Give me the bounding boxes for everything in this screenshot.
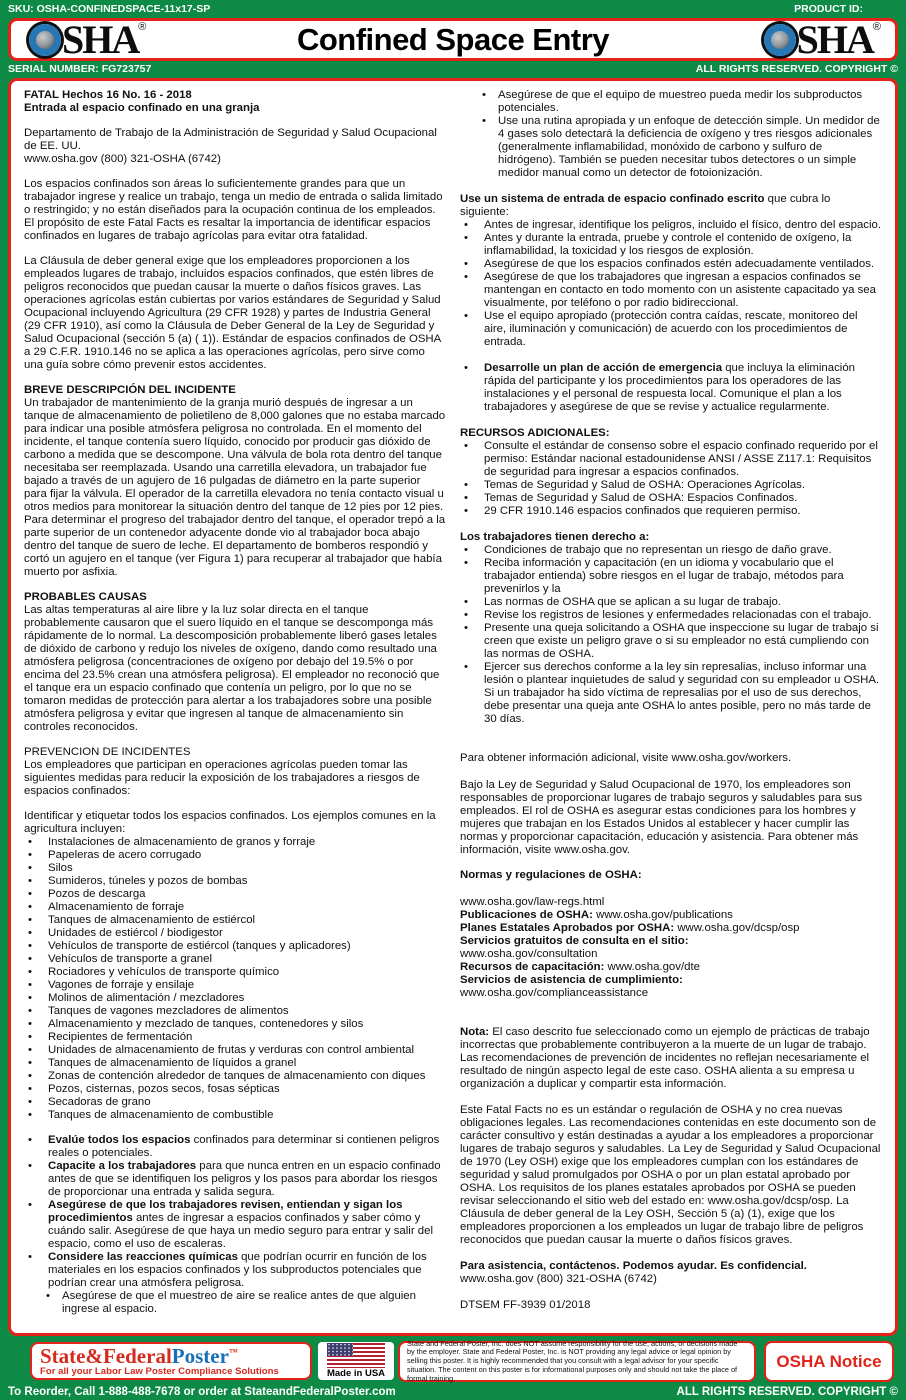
text: www.osha.gov/complianceassistance <box>460 987 649 999</box>
brand-name-red: State&Federal <box>40 1343 172 1368</box>
bullet-icon: • <box>464 557 468 569</box>
text: El caso descrito fue seleccionado como un ejemplo de prácticas de trabajo incorrectas que probablemente contribuyeron a la muerte de un lugar de trabajo. Las recomendaciones de prevención de incidentes no reflejan necesariamente el resultado de ningún aspecto legal de este caso. OSHA alienta a su empresa u organización a duplicar y compartir esta información. <box>460 1026 870 1090</box>
bullet-text <box>62 1290 446 1316</box>
bullet-item <box>24 940 446 953</box>
text: que podrían ocurrir en función de los materiales en los espacios confinados y los subproductos potenciales que podrían crear una atmósfera peligrosa. <box>48 1251 427 1289</box>
bullet-item <box>24 1083 446 1096</box>
sub-bullet-list <box>24 1290 446 1316</box>
text: Los espacios confinados son áreas lo suficientemente grandes para que un trabajador ingrese y realice un trabajo, tenga un medio de entrada o salida limitado o restringido; y no están diseñados para la ocupación continua de los empleados. El propósito de este Fatal Facts es resaltar la importancia de identificar espacios confinados en lugares de trabajo agrícolas para evitar otra fatalidad. <box>24 178 443 242</box>
bullet-item <box>24 875 446 888</box>
osha-ring-icon <box>29 24 61 56</box>
bullet-text <box>484 440 882 479</box>
bullet-text <box>48 901 446 914</box>
bold-text: Nota: <box>460 1026 490 1038</box>
text: confinados para determinar si contienen peligros reales o potenciales. <box>48 1134 440 1159</box>
bullet-item <box>460 115 882 180</box>
bullet-icon: • <box>464 310 468 322</box>
bullet-item <box>24 953 446 966</box>
disclaimer-text: State and Federal Poster, Inc. does NOT assume responsibility for the use, actions, or decisions made by the employer. State and Federal Poster, Inc. is NOT providing any legal advice or legal opinion by selling this poster. It is highly recommended that you consult with a legal advisor for your specific situation. The content on this poster is for informational purposes only and should not take the place of formal training. <box>407 1338 738 1383</box>
bullet-item <box>460 557 882 596</box>
bold-text: Entrada al espacio confinado en una granja <box>24 102 260 114</box>
paragraph <box>460 752 882 765</box>
osha-logo-right <box>760 16 881 62</box>
top-bar <box>0 0 906 17</box>
paragraph <box>460 1273 882 1286</box>
bullet-text <box>484 219 882 232</box>
bullet-item <box>460 232 882 258</box>
bullet-item <box>460 271 882 310</box>
bullet-text <box>484 258 882 271</box>
text: Use una rutina apropiada y un enfoque de detección simple. Un medidor de 4 gases solo detectará la deficiencia de oxígeno y tres riesgos adicionales (generalmente inflamabilidad, monóxido de carbono y sulfuro de hidrógeno). También se pueden necesitar tubos detectores o un simple medidor manual como un detector de fotoionización. <box>498 115 880 179</box>
text: Las normas de OSHA que se aplican a su lugar de trabajo. <box>484 596 781 608</box>
text: Unidades de almacenamiento de frutas y verduras con control ambiental <box>48 1044 414 1056</box>
bold-text: FATAL Hechos 16 No. 16 - 2018 <box>24 89 192 101</box>
bullet-text <box>48 836 446 849</box>
bullet-item <box>24 1005 446 1018</box>
text: La Cláusula de deber general exige que los empleadores proporcionen a los empleados lugares de trabajo, incluidos espacios confinados, que estén libres de peligros reconocidos que puedan causar la muerte o daños físicos graves. Las operaciones agrícolas están cubiertas por varios estándares de Seguridad y Salud Ocupacional incluyendo Agricultura (29 CFR 1928) y partes de Industria General (29 CFR 1910), así como la Cláusula de Deber General de la Ley de Seguridad y Salud Ocupacional (sección 5 (a) ( 1)). Estándar de espacios confinados de OSHA a 29 C.F.R. 1910.146 no se aplica a las operaciones agrícolas, pero sirve como una guía sobre cómo prevenir estos accidentes. <box>24 255 441 371</box>
bullet-icon: • <box>464 544 468 556</box>
bullet-text <box>48 914 446 927</box>
bullet-icon: • <box>28 849 32 861</box>
bullet-icon: • <box>28 979 32 991</box>
osha-logo-text: SHA <box>62 16 139 62</box>
text: Silos <box>48 862 73 874</box>
paragraph <box>24 604 446 734</box>
bullet-icon: • <box>482 89 486 101</box>
bold-text: RECURSOS ADICIONALES: <box>460 427 610 439</box>
bullet-icon: • <box>464 232 468 244</box>
rights-label: ALL RIGHTS RESERVED. COPYRIGHT © <box>695 63 898 75</box>
text: Vagones de forraje y ensilaje <box>48 979 195 991</box>
bullet-list <box>460 440 882 518</box>
bullet-icon: • <box>464 609 468 621</box>
paragraph <box>460 193 882 219</box>
bullet-text <box>48 1160 446 1199</box>
bullet-icon: • <box>464 440 468 452</box>
bullet-text <box>48 940 446 953</box>
bold-text: Planes Estatales Aprobados por OSHA: <box>460 922 675 934</box>
bullet-icon: • <box>28 1096 32 1108</box>
bold-text: Asegúrese de que los trabajadores revisen, entiendan y sigan los procedimientos <box>48 1199 403 1224</box>
flag-canton-icon <box>327 1343 353 1356</box>
text: Use el equipo apropiado (protección contra caídas, rescate, monitoreo del aire, iluminación y comunicación) de acuerdo con los procedimientos de entrada. <box>484 310 858 348</box>
bullet-item <box>24 1199 446 1251</box>
bullet-text <box>48 849 446 862</box>
bullet-icon: • <box>464 362 468 374</box>
paragraph <box>460 1299 882 1312</box>
text: www.osha.gov/publications <box>592 909 733 921</box>
bullet-text <box>48 888 446 901</box>
bullet-text <box>484 557 882 596</box>
bullet-item <box>460 310 882 349</box>
bullet-text <box>48 979 446 992</box>
bullet-text <box>48 966 446 979</box>
bullet-icon: • <box>28 966 32 978</box>
bullet-text <box>48 1044 446 1057</box>
bottom-bar <box>0 1383 906 1400</box>
bullet-text <box>484 544 882 557</box>
bold-text: Servicios gratuitos de consulta en el sitio: <box>460 935 689 947</box>
text: Almacenamiento y mezclado de tanques, contenedores y silos <box>48 1018 364 1030</box>
bullet-text <box>48 875 446 888</box>
paragraph <box>460 987 882 1000</box>
bold-text: Capacite a los trabajadores <box>48 1160 197 1172</box>
rights-label: ALL RIGHTS RESERVED. COPYRIGHT © <box>676 1385 898 1398</box>
bullet-icon: • <box>464 271 468 283</box>
bullet-item <box>24 1160 446 1199</box>
bullet-item <box>460 89 882 115</box>
text: Asegúrese de que los espacios confinados estén adecuadamente ventilados. <box>484 258 875 270</box>
paragraph <box>24 102 446 115</box>
text: Zonas de contención alrededor de tanques de almacenamiento con diques <box>48 1070 426 1082</box>
text: Identificar y etiquetar todos los espacios confinados. Los ejemplos comunes en la agricultura incluyen: <box>24 810 436 835</box>
text: Molinos de alimentación / mezcladores <box>48 992 245 1004</box>
bullet-item <box>24 914 446 927</box>
bullet-text <box>48 927 446 940</box>
text: www.osha.gov (800) 321-OSHA (6742) <box>24 153 221 165</box>
text: Temas de Seguridad y Salud de OSHA: Operaciones Agrícolas. <box>484 479 806 491</box>
bullet-item <box>460 505 882 518</box>
bullet-text <box>484 310 882 349</box>
paragraph <box>24 746 446 759</box>
text: Pozos de descarga <box>48 888 146 900</box>
bullet-icon: • <box>28 836 32 848</box>
bullet-text <box>48 1070 446 1083</box>
bullet-icon: • <box>482 115 486 127</box>
text: Tanques de vagones mezcladores de alimentos <box>48 1005 289 1017</box>
main-content <box>8 78 898 1336</box>
bullet-text <box>484 505 882 518</box>
bullet-item <box>24 927 446 940</box>
bullet-item <box>24 966 446 979</box>
bullet-icon: • <box>28 1044 32 1056</box>
text: Sumideros, túneles y pozos de bombas <box>48 875 248 887</box>
bullet-icon: • <box>28 1018 32 1030</box>
text: Consulte el estándar de consenso sobre el espacio confinado requerido por el permiso: Estándar nacional estadounidense ANSI / ASSE Z117.1: Requisitos de seguridad para ingresar a espacios confinados. <box>484 440 878 478</box>
bullet-item <box>460 544 882 557</box>
bullet-list <box>24 836 446 1122</box>
paragraph <box>460 896 882 909</box>
bullet-item <box>24 1070 446 1083</box>
text: www.osha.gov/law-regs.html <box>460 896 605 908</box>
text: Temas de Seguridad y Salud de OSHA: Espacios Confinados. <box>484 492 798 504</box>
text: Reciba información y capacitación (en un idioma y vocabulario que el trabajador entienda) sobre riesgos en el lugar de trabajo, métodos para prevenirlos y la <box>484 557 844 595</box>
bullet-text <box>48 1096 446 1109</box>
paragraph <box>460 974 882 987</box>
bullet-item <box>24 1109 446 1122</box>
paragraph <box>460 909 882 922</box>
bullet-item <box>24 1134 446 1160</box>
bullet-text <box>48 1018 446 1031</box>
text: que cubra lo siguiente: <box>460 193 831 218</box>
bullet-icon: • <box>464 479 468 491</box>
bullet-item <box>24 1290 446 1316</box>
paragraph <box>460 961 882 974</box>
text: www.osha.gov/dcsp/osp <box>674 922 800 934</box>
text: Papeleras de acero corrugado <box>48 849 202 861</box>
bullet-item <box>24 888 446 901</box>
us-flag-icon <box>327 1343 385 1368</box>
text: Los empleadores que participan en operaciones agrícolas pueden tomar las siguientes medidas para reducir la exposición de los trabajadores a riesgos de espacios confinados: <box>24 759 420 797</box>
brand-name-blue: Poster <box>171 1343 229 1368</box>
bullet-icon: • <box>464 596 468 608</box>
text: Bajo la Ley de Seguridad y Salud Ocupacional de 1970, los empleadores son responsables de proporcionar lugares de trabajo seguros y saludables para sus empleados. El rol de OSHA es asegurar estas condiciones para los hombres y mujeres que trabajan en los Estados Unidos al establecer y hacer cumplir las normas y proporcionar capacitación, educación y asistencia. Para obtener más información, visite www.osha.gov. <box>460 779 863 856</box>
bullet-item <box>24 1057 446 1070</box>
osha-notice-box <box>764 1341 894 1382</box>
bullet-text <box>484 362 882 414</box>
bullet-icon: • <box>28 1109 32 1121</box>
text: Vehículos de transporte a granel <box>48 953 213 965</box>
text: Vehículos de transporte de estiércol (tanques y aplicadores) <box>48 940 351 952</box>
bullet-item <box>24 1018 446 1031</box>
paragraph <box>24 397 446 579</box>
paragraph <box>24 178 446 243</box>
bullet-item <box>460 622 882 661</box>
text: DTSEM FF-3939 01/2018 <box>460 1299 591 1311</box>
bullet-icon: • <box>464 505 468 517</box>
paragraph <box>24 591 446 604</box>
bold-text: Publicaciones de OSHA: <box>460 909 593 921</box>
bullet-icon: • <box>28 1199 32 1211</box>
bullet-text <box>48 1057 446 1070</box>
bullet-icon: • <box>28 1070 32 1082</box>
bullet-icon: • <box>464 219 468 231</box>
bold-text: Use un sistema de entrada de espacio confinado escrito <box>460 193 765 205</box>
text: Unidades de estiércol / biodigestor <box>48 927 223 939</box>
text: Tanques de almacenamiento de líquidos a granel <box>48 1057 297 1069</box>
bullet-item <box>24 1031 446 1044</box>
paragraph <box>24 153 446 166</box>
sku-label: SKU: OSHA-CONFINEDSPACE-11x17-SP <box>8 2 211 15</box>
paragraph <box>460 935 882 948</box>
osha-logo-left <box>25 16 147 62</box>
brand-tagline: For all your Labor Law Poster Compliance Solutions <box>40 1365 279 1377</box>
text: que incluya la eliminación rápida del participante y los procedimientos para los operadores de las instalaciones y el personal de respuesta local. Comunique el plan a los trabajadores y asegúrese de que se revise y actualice regularmente. <box>484 362 855 413</box>
bullet-icon: • <box>28 992 32 1004</box>
brand-box <box>30 1342 312 1380</box>
text: 29 CFR 1910.146 espacios confinados que requieren permiso. <box>484 505 801 517</box>
serial-number: SERIAL NUMBER: FG723757 <box>8 63 152 75</box>
bullet-text <box>484 271 882 310</box>
paragraph <box>460 1104 882 1247</box>
text: Asegúrese de que los trabajadores que ingresan a espacios confinados se mantengan en contacto en todo momento con un asistente capacitado ya sea visualmente, por teléfono o por radio bidireccional. <box>484 271 876 309</box>
bullet-item <box>460 609 882 622</box>
made-in-usa-box <box>318 1342 394 1380</box>
paragraph <box>460 531 882 544</box>
bullet-icon: • <box>28 1083 32 1095</box>
bullet-item <box>24 849 446 862</box>
bullet-icon: • <box>28 1251 32 1263</box>
bullet-icon: • <box>28 888 32 900</box>
bullet-item <box>24 862 446 875</box>
bullet-text <box>484 232 882 258</box>
bullet-item <box>24 901 446 914</box>
bold-text: PROBABLES CAUSAS <box>24 591 147 603</box>
bold-text: Considere las reacciones químicas <box>48 1251 238 1263</box>
bullet-icon: • <box>28 1031 32 1043</box>
text: Almacenamiento de forraje <box>48 901 185 913</box>
text: Secadoras de grano <box>48 1096 151 1108</box>
made-in-usa-label: Made in USA <box>326 1368 386 1380</box>
text: Tanques de almacenamiento de estiércol <box>48 914 256 926</box>
sub-bullet-list <box>460 89 882 180</box>
disclaimer-box <box>398 1338 756 1383</box>
paragraph <box>24 255 446 372</box>
paragraph <box>460 1026 882 1091</box>
bullet-text <box>48 1199 446 1251</box>
text: Tanques de almacenamiento de combustible <box>48 1109 274 1121</box>
bullet-text <box>48 1083 446 1096</box>
bullet-text <box>48 1134 446 1160</box>
bullet-item <box>24 1044 446 1057</box>
bold-text: Para asistencia, contáctenos. Podemos ayudar. Es confidencial. <box>460 1260 807 1272</box>
bullet-item <box>460 596 882 609</box>
text: www.osha.gov (800) 321-OSHA (6742) <box>460 1273 657 1285</box>
bullet-icon: • <box>28 862 32 874</box>
bullet-text <box>48 862 446 875</box>
bullet-item <box>24 992 446 1005</box>
bold-text: Desarrolle un plan de acción de emergencia <box>484 362 723 374</box>
osha-logo-text: SHA <box>796 16 873 62</box>
bullet-icon: • <box>28 1134 32 1146</box>
bold-text: Los trabajadores tienen derecho a: <box>460 531 650 543</box>
text: Departamento de Trabajo de la Administración de Seguridad y Salud Ocupacional de EE. UU. <box>24 127 437 152</box>
reorder-label: To Reorder, Call 1-888-488-7678 or order at StateandFederalPoster.com <box>8 1385 396 1398</box>
text: Para obtener información adicional, visite www.osha.gov/workers. <box>460 752 792 764</box>
right-column <box>460 89 882 1333</box>
text: Revise los registros de lesiones y enfermedades relacionadas con el trabajo. <box>484 609 872 621</box>
text: antes de ingresar a espacios confinados y saber cómo y cuándo salir. Asegúrese de que haya un medio seguro para entrar y salir del espacio, como el uso de escaleras. <box>48 1212 433 1250</box>
text: Instalaciones de almacenamiento de granos y forraje <box>48 836 316 848</box>
text: Recipientes de fermentación <box>48 1031 193 1043</box>
bullet-list <box>460 544 882 726</box>
text: Asegúrese de que el equipo de muestreo pueda medir los subproductos potenciales. <box>498 89 863 114</box>
bullet-item <box>460 440 882 479</box>
text: www.osha.gov/consultation <box>460 948 598 960</box>
bullet-text <box>48 1251 446 1290</box>
bullet-icon: • <box>28 914 32 926</box>
bullet-item <box>24 979 446 992</box>
bullet-item <box>24 1096 446 1109</box>
text: Condiciones de trabajo que no representan un riesgo de daño grave. <box>484 544 832 556</box>
bullet-item <box>460 219 882 232</box>
bold-text: BREVE DESCRIPCIÓN DEL INCIDENTE <box>24 384 236 396</box>
text: Las altas temperaturas al aire libre y la luz solar directa en el tanque probablemente causaron que el suero líquido en el tanque se descomponga más rápidamente de lo normal. La descomposición probablemente liberó gases letales de dióxido de carbono y redujo los niveles de oxígeno, dando como resultado una atmósfera peligrosa (concentraciones de oxígeno por debajo del 19.5% o por encima del 23.5% crean una atmósfera peligrosa). El empleador no reconoció que el tanque era un espacio confinado que contenía un peligro, por lo que no se tomaron medidas de protección para alertar a los trabajadores sobre una posible atmósfera peligrosa y evitar que ingresen al tanque de almacenamiento sin controles reconocidos. <box>24 604 440 733</box>
bullet-icon: • <box>464 661 468 673</box>
bullet-text <box>48 1031 446 1044</box>
bullet-text <box>48 1005 446 1018</box>
bullet-icon: • <box>28 1160 32 1172</box>
bullet-icon: • <box>28 927 32 939</box>
text: Rociadores y vehículos de transporte químico <box>48 966 280 978</box>
bullet-icon: • <box>28 875 32 887</box>
text: Un trabajador de mantenimiento de la granja murió después de ingresar a un tanque de almacenamiento de polietileno de 8,000 galones que no estaba marcado para indicar una posible atmósfera peligrosa no controlada. En el momento del incidente, el tanque contenía suero líquido, conocido por producir gas dióxido de carbono a medida que se descompone. Una válvula de bola rota dentro del tanque necesitaba ser reemplazada. Usando una carretilla elevadora, un trabajador fue bajado a través de un agujero de 16 pulgadas de diámetro en la parte superior para fijar la válvula. El operador de la carretilla elevadora no tenía contacto visual u otros medios para monitorear la situación dentro del tanque de 12 pies por 12 pies. Para determinar el progreso del trabajador dentro del tanque, el operador trepó a la parte superior de un contenedor adyacente donde vio al trabajador boca abajo dentro del tanque de suero de leche. El departamento de bomberos respondió y cortó un agujero en el tanque (ver Figura 1) para recuperar al trabajador que había muerto por asfixia. <box>24 397 446 578</box>
paragraph <box>460 1260 882 1273</box>
bullet-text <box>484 622 882 661</box>
bullet-text <box>48 992 446 1005</box>
serial-bar <box>0 61 906 77</box>
bullet-item <box>460 258 882 271</box>
bullet-icon: • <box>28 940 32 952</box>
bullet-text <box>498 89 882 115</box>
paragraph <box>24 759 446 798</box>
bullet-text <box>498 115 882 180</box>
bullet-text <box>484 596 882 609</box>
text: Este Fatal Facts no es un estándar o regulación de OSHA y no crea nuevas obligaciones legales. Las recomendaciones contenidas en este documento son de carácter consultivo y están destinadas a ayudar a los empleadores a proporcionar lugares de trabajo seguros y saludables. La Ley de Seguridad y Salud Ocupacional de 1970 (Ley OSH) exige que los empleadores cumplan con los estándares de seguridad y salud promulgados por OSHA o por un plan estatal aprobado por OSHA. Los requisitos de los planes estatales aprobados por OSHA se pueden revisar seleccionando el sitio web del estado en: www.osha.gov/dcsp/osp. La Cláusula de deber general de la Ley OSH, Sección 5 (a) (1), exige que los empleadores proporcionen a los empleados un lugar de trabajo libre de peligros reconocidos que puedan causar la muerte o daños físicos graves. <box>460 1104 881 1246</box>
poster-title: Confined Space Entry <box>296 21 610 57</box>
bullet-icon: • <box>46 1290 50 1302</box>
product-id-label: PRODUCT ID: <box>794 2 863 15</box>
bullet-icon: • <box>464 492 468 504</box>
bullet-text <box>484 661 882 726</box>
paragraph <box>24 127 446 153</box>
bullet-text <box>484 609 882 622</box>
bullet-icon: • <box>28 953 32 965</box>
registered-mark: ® <box>138 20 147 33</box>
paragraph <box>24 89 446 102</box>
registered-mark: ® <box>872 20 881 33</box>
paragraph <box>460 427 882 440</box>
bold-text: Servicios de asistencia de cumplimiento: <box>460 974 683 986</box>
bullet-icon: • <box>28 1057 32 1069</box>
text: Pozos, cisternas, pozos secos, fosas sépticas <box>48 1083 280 1095</box>
bullet-text <box>484 479 882 492</box>
bold-text: Evalúe todos los espacios <box>48 1134 191 1146</box>
text: Antes y durante la entrada, pruebe y controle el contenido de oxígeno, la inflamabilidad, la toxicidad y los riesgos de explosión. <box>484 232 852 257</box>
text: Ejercer sus derechos conforme a la ley sin represalias, incluso informar una lesión o plantear inquietudes de salud y seguridad con su empleador u OSHA. Si un trabajador ha sido víctima de represalias por el uso de sus derechos, debe presentar una queja ante OSHA lo antes posible, pero no más tarde de 30 días. <box>484 661 880 725</box>
bullet-text <box>484 492 882 505</box>
bold-text: Recursos de capacitación: <box>460 961 605 973</box>
bullet-item <box>460 362 882 414</box>
bullet-item <box>460 492 882 505</box>
text: Presente una queja solicitando a OSHA que inspeccione su lugar de trabajo si creen que existe un peligro grave o si su empleador no está cumpliendo con las normas de OSHA. <box>484 622 879 660</box>
text: para que nunca entren en un espacio confinado antes de que se identifiquen los peligros y los pasos para abordar los riesgos de proporcionar una entrada y salida segura. <box>48 1160 441 1198</box>
header-box <box>8 18 898 61</box>
bullet-list <box>460 219 882 349</box>
paragraph <box>460 779 882 857</box>
bullet-item <box>460 479 882 492</box>
bullet-text <box>48 1109 446 1122</box>
bullet-icon: • <box>28 901 32 913</box>
left-column <box>24 89 446 1333</box>
bullet-text <box>48 953 446 966</box>
bullet-icon: • <box>464 622 468 634</box>
paragraph <box>460 948 882 961</box>
bullet-item <box>460 661 882 726</box>
text: www.osha.gov/dte <box>604 961 700 973</box>
bullet-icon: • <box>28 1005 32 1017</box>
bullet-icon: • <box>464 258 468 270</box>
text: Antes de ingresar, identifique los peligros, incluido el físico, dentro del espacio. <box>484 219 882 231</box>
bullet-item <box>24 1251 446 1290</box>
trademark-mark: ™ <box>228 1346 238 1357</box>
bullet-list <box>460 362 882 414</box>
osha-notice-label: OSHA Notice <box>776 1351 882 1371</box>
bullet-item <box>24 836 446 849</box>
text: PREVENCION DE INCIDENTES <box>24 746 191 758</box>
paragraph <box>24 810 446 836</box>
osha-ring-icon <box>764 24 796 56</box>
paragraph <box>460 869 882 882</box>
bold-text: Normas y regulaciones de OSHA: <box>460 869 642 881</box>
text: Asegúrese de que el muestreo de aire se realice antes de que alguien ingrese al espacio. <box>62 1290 416 1315</box>
paragraph <box>24 384 446 397</box>
bullet-list <box>24 1134 446 1290</box>
brand-logo <box>40 1343 302 1368</box>
paragraph <box>460 922 882 935</box>
